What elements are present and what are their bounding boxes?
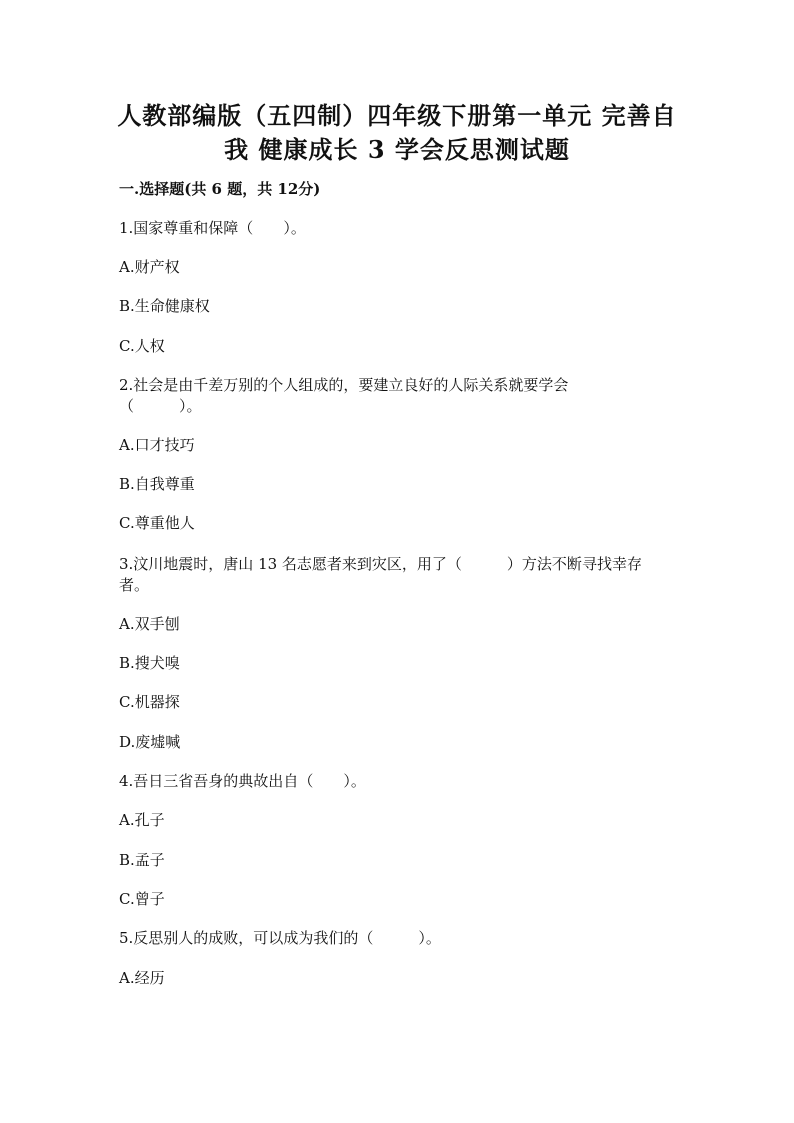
question-1-option-a: A.财产权 [119, 258, 180, 276]
question-3-option-c: C.机器探 [119, 693, 180, 711]
question-3-option-d: D.废墟喊 [119, 733, 181, 751]
question-4-option-c: C.曾子 [119, 890, 165, 908]
question-1-option-c: C.人权 [119, 337, 165, 355]
question-5-option-a: A.经历 [119, 969, 165, 987]
question-4-option-b: B.孟子 [119, 851, 165, 869]
question-2-option-c: C.尊重他人 [119, 514, 195, 532]
question-1-stem: 1.国家尊重和保障（ ）。 [119, 219, 306, 237]
question-3-stem-line-1: 3.汶川地震时，唐山 13 名志愿者来到灾区，用了（ ）方法不断寻找幸存 [119, 555, 642, 573]
question-4-option-a: A.孔子 [119, 811, 165, 829]
question-3-option-a: A.双手刨 [119, 615, 180, 633]
section-header: 一.选择题(共 6 题，共 12分) [119, 180, 321, 198]
question-2-stem-line-2: （ ）。 [119, 397, 202, 415]
question-3-option-b: B.搜犬嗅 [119, 654, 180, 672]
question-1-option-b: B.生命健康权 [119, 297, 210, 315]
question-5-stem: 5.反思别人的成败，可以成为我们的（ ）。 [119, 929, 441, 947]
document-title-line-2: 我 健康成长 3 学会反思测试题 [224, 135, 570, 164]
question-2-option-b: B.自我尊重 [119, 475, 195, 493]
question-3-stem-line-2: 者。 [119, 576, 150, 594]
question-2-option-a: A.口才技巧 [119, 436, 195, 454]
question-2-stem-line-1: 2.社会是由千差万别的个人组成的，要建立良好的人际关系就要学会 [119, 376, 569, 394]
question-4-stem: 4.吾日三省吾身的典故出自（ ）。 [119, 772, 366, 790]
document-title-line-1: 人教部编版（五四制）四年级下册第一单元 完善自 [117, 101, 677, 130]
